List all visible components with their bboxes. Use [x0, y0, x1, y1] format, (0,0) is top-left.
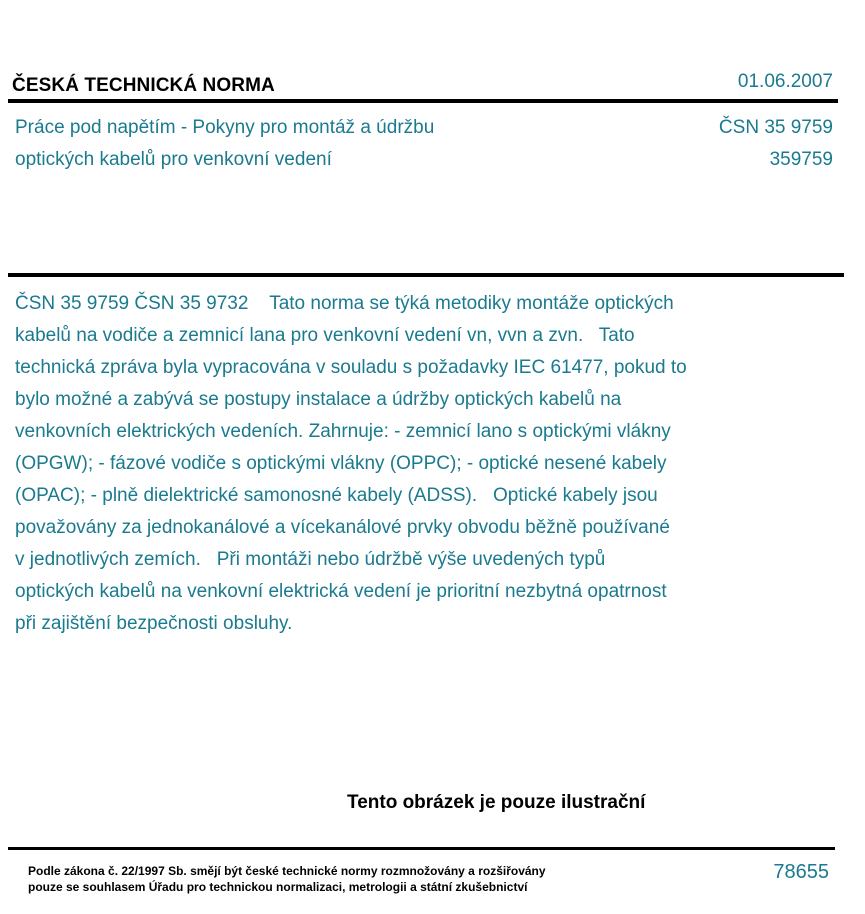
- abstract-line: venkovních elektrických vedeních. Zahrnuje: - zemnicí lano s optickými vlákny: [15, 421, 671, 442]
- abstract-line: bylo možné a zabývá se postupy instalace a údržby optických kabelů na: [15, 389, 622, 410]
- abstract-line: (OPGW); - fázové vodiče s optickými vlákny (OPPC); - optické nesené kabely: [15, 453, 667, 474]
- header-divider: [8, 99, 838, 103]
- abstract-line: při zajištění bezpečnosti obsluhy.: [15, 613, 293, 634]
- copyright-notice-line-1: Podle zákona č. 22/1997 Sb. smějí být české technické normy rozmnožovány a rozšiřovány: [28, 864, 546, 878]
- abstract-line: optických kabelů na venkovní elektrická vedení je prioritní nezbytná opatrnost: [15, 581, 667, 602]
- document-title-line-1: Práce pod napětím - Pokyny pro montáž a údržbu: [15, 117, 435, 138]
- abstract-text: [15, 288, 785, 640]
- abstract-line: považovány za jednokanálové a vícekanálové prvky obvodu běžně používané: [15, 517, 670, 538]
- csn-code: ČSN 35 9759: [718, 117, 833, 138]
- section-divider: [8, 273, 844, 277]
- illustrative-note: Tento obrázek je pouze ilustrační: [347, 792, 646, 813]
- abstract-line: ČSN 35 9759 ČSN 35 9732 Tato norma se týká metodiky montáže optických: [15, 293, 674, 314]
- document-title-line-2: optických kabelů pro venkovní vedení: [15, 149, 332, 170]
- footer-divider: [8, 847, 835, 850]
- copyright-notice-line-2: pouze se souhlasem Úřadu pro technickou normalizaci, metrologii a státní zkušebnictví: [28, 880, 528, 894]
- document-number: 78655: [773, 861, 829, 883]
- abstract-line: v jednotlivých zemích. Při montáži nebo údržbě výše uvedených typů: [15, 549, 606, 570]
- abstract-line: kabelů na vodiče a zemnicí lana pro venkovní vedení vn, vvn a zvn. Tato: [15, 325, 635, 346]
- issue-date: 01.06.2007: [737, 71, 833, 92]
- copyright-notice: [28, 863, 546, 895]
- catalog-number: 359759: [769, 149, 833, 170]
- standard-label: ČESKÁ TECHNICKÁ NORMA: [12, 75, 275, 96]
- abstract-line: (OPAC); - plně dielektrické samonosné kabely (ADSS). Optické kabely jsou: [15, 485, 658, 506]
- abstract-line: technická zpráva byla vypracována v souladu s požadavky IEC 61477, pokud to: [15, 357, 687, 378]
